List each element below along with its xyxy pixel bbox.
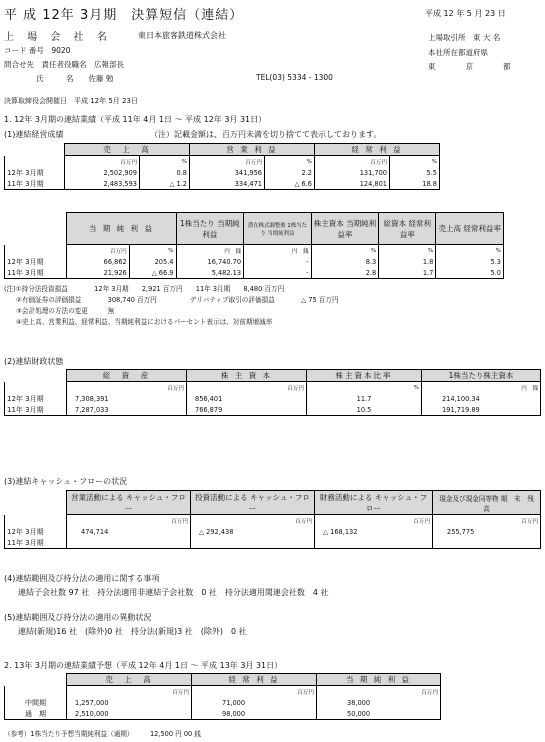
report-date: 平成 12 年 5 月 23 日 bbox=[425, 9, 506, 18]
col-operating-cf: 営業活動による キャッシュ・フロー bbox=[67, 491, 191, 515]
unit-cell: 百万円 bbox=[67, 686, 192, 698]
unit-cell: % bbox=[379, 245, 436, 257]
table-cell bbox=[433, 537, 541, 549]
col-net-income: 当 期 純 利 益 bbox=[67, 213, 176, 245]
unit-row bbox=[5, 382, 541, 394]
consolidation-change-heading: (5)連結範囲及び持分法の適用の異動状況 bbox=[4, 613, 152, 622]
section-1-heading: 1. 12年 3月期の連結業績（平成 11年 4月 1日 ～ 平成 12年 3月 31日） bbox=[4, 115, 267, 124]
operating-results-heading: (1)連結経営成績 bbox=[4, 130, 64, 139]
row-label: 11年 3月期 bbox=[5, 178, 65, 190]
table-cell: 1,257,000 bbox=[67, 697, 192, 708]
col-equity-ratio: 株主資本比率 bbox=[307, 370, 422, 382]
note-line: ④売上高、営業利益、経常利益、当期純利益におけるパーセント表示は、対前期増減率 bbox=[16, 318, 273, 326]
consolidation-scope-heading: (4)連結範囲及び持分法の適用に関する事項 bbox=[4, 574, 160, 583]
table-cell: 2.2 bbox=[265, 167, 315, 178]
unit-cell: 百万円 bbox=[191, 515, 315, 527]
cash-flow-table bbox=[4, 490, 541, 549]
col-sales: 売 上 高 bbox=[65, 144, 190, 156]
cash-flow-heading: (3)連結キャッシュ・フローの状況 bbox=[4, 477, 128, 486]
table-cell: 214,100.34 bbox=[422, 393, 541, 404]
table-cell: △ 292,438 bbox=[191, 526, 315, 537]
unit-cell: 百万円 bbox=[192, 686, 317, 698]
table-cell: 1.7 bbox=[379, 267, 436, 279]
table-cell: 341,956 bbox=[190, 167, 265, 178]
unit-cell: 百万円 bbox=[315, 156, 390, 168]
col-investing-cf: 投資活動による キャッシュ・フロー bbox=[191, 491, 315, 515]
table-row bbox=[5, 393, 541, 404]
table-cell: 8.3 bbox=[311, 256, 379, 267]
col-ordinary-income: 経 常 利 益 bbox=[315, 144, 440, 156]
unit-cell: 百万円 bbox=[65, 156, 140, 168]
company-label: 上 場 会 社 名 bbox=[4, 32, 112, 43]
unit-cell: 百万円 bbox=[67, 245, 129, 257]
hq-label: 本社所在都道府県 bbox=[428, 48, 488, 57]
unit-cell: 円 銭 bbox=[176, 245, 244, 257]
unit-cell: % bbox=[265, 156, 315, 168]
unit-cell: % bbox=[436, 245, 504, 257]
forecast-eps-note: （参考）1株当たり予想当期純利益（通期） 12,500 円 00 銭 bbox=[4, 730, 201, 738]
amount-note: （注）記載金額は、百万円未満を切り捨てて表示しております。 bbox=[150, 130, 382, 139]
table-cell: 5.0 bbox=[436, 267, 504, 279]
col-operating-income: 営 業 利 益 bbox=[190, 144, 315, 156]
col-eps: 1株当たり 当期純利益 bbox=[176, 213, 244, 245]
col-roa: 総資本 経常利益率 bbox=[379, 213, 436, 245]
unit-cell: % bbox=[140, 156, 190, 168]
table-cell bbox=[315, 537, 433, 549]
table-cell: 766,879 bbox=[187, 404, 307, 416]
row-label: 12年 3月期 bbox=[5, 167, 65, 178]
net-income-table bbox=[4, 212, 504, 279]
table-cell: 2,502,909 bbox=[65, 167, 140, 178]
unit-cell: 百万円 bbox=[67, 382, 187, 394]
row-label: 通 期 bbox=[5, 708, 67, 720]
table-cell: 7,287,033 bbox=[67, 404, 187, 416]
col-cash-balance: 現金及び現金同等物 期 末 残 高 bbox=[433, 491, 541, 515]
exchange-info: 上場取引所 東 大 名 bbox=[428, 33, 501, 42]
row-label: 11年 3月期 bbox=[5, 267, 67, 279]
col-financing-cf: 財務活動による キャッシュ・フロー bbox=[315, 491, 433, 515]
row-label: 12年 3月期 bbox=[5, 393, 67, 404]
row-label: 12年 3月期 bbox=[5, 256, 67, 267]
forecast-table bbox=[4, 673, 441, 720]
table-cell: △ 66.9 bbox=[129, 267, 176, 279]
unit-row bbox=[5, 245, 504, 257]
unit-cell: % bbox=[129, 245, 176, 257]
table-cell: △ 6.6 bbox=[265, 178, 315, 190]
unit-cell: % bbox=[390, 156, 440, 168]
col-roe: 株主資本 当期純利益率 bbox=[311, 213, 379, 245]
table-cell: 71,000 bbox=[192, 697, 317, 708]
consolidation-change-text: 連結(新規)16 社 (除外)0 社 持分法(新規)3 社 (除外) 0 社 bbox=[18, 627, 247, 636]
financial-position-heading: (2)連結財政状態 bbox=[4, 357, 64, 366]
row-label: 中間期 bbox=[5, 697, 67, 708]
unit-cell: 百万円 bbox=[433, 515, 541, 527]
table-cell: 16,740.70 bbox=[176, 256, 244, 267]
table-cell: 124,801 bbox=[315, 178, 390, 190]
row-label: 11年 3月期 bbox=[5, 537, 67, 549]
table-cell: 0.8 bbox=[140, 167, 190, 178]
col-total-assets: 総 資 産 bbox=[67, 370, 187, 382]
company-name: 東日本旅客鉄道株式会社 bbox=[138, 31, 226, 40]
hq-value: 東 京 都 bbox=[428, 62, 511, 71]
table-cell: 21,926 bbox=[67, 267, 129, 279]
note-line: ②有価証券の評価損益 308,740 百万円 デリバティブ取引の評価損益 △ 75 百万円 bbox=[16, 296, 339, 304]
table-cell: 255,775 bbox=[433, 526, 541, 537]
col-bps: 1株当たり株主資本 bbox=[422, 370, 541, 382]
table-cell: 5.3 bbox=[436, 256, 504, 267]
table-cell: 66,862 bbox=[67, 256, 129, 267]
unit-cell: 百万円 bbox=[67, 515, 191, 527]
table-cell: 18.8 bbox=[390, 178, 440, 190]
table-cell: - bbox=[244, 267, 312, 279]
table-cell bbox=[67, 537, 191, 549]
telephone: TEL(03) 5334 - 1300 bbox=[256, 73, 333, 82]
row-label: 12年 3月期 bbox=[5, 526, 67, 537]
contact-info: 問合せ先 責任者役職名 広報部長 bbox=[4, 60, 124, 69]
table-cell: 474,714 bbox=[67, 526, 191, 537]
table-cell: 1.8 bbox=[379, 256, 436, 267]
forecast-heading: 2. 13年 3月期の連結業績予想（平成 12年 4月 1日 ～ 平成 13年 3月 31日） bbox=[4, 661, 283, 670]
operating-results-table bbox=[4, 143, 440, 190]
table-row bbox=[5, 526, 541, 537]
note-line: (注)①持分法投資損益 12年 3月期 2,921 百万円 11年 3月期 8,480 百万円 bbox=[4, 285, 285, 293]
board-date: 決算取締役会開催日 平成 12年 5月 23日 bbox=[4, 97, 138, 105]
unit-cell: 百万円 bbox=[315, 515, 433, 527]
unit-cell: 円 銭 bbox=[422, 382, 541, 394]
table-cell: △ 168,132 bbox=[315, 526, 433, 537]
table-cell: 334,471 bbox=[190, 178, 265, 190]
col-forecast-ordinary: 経 常 利 益 bbox=[192, 674, 317, 686]
unit-cell: 百万円 bbox=[317, 686, 441, 698]
table-cell: 191,719.89 bbox=[422, 404, 541, 416]
table-cell: △ 1.2 bbox=[140, 178, 190, 190]
unit-cell: % bbox=[311, 245, 379, 257]
table-cell: 38,000 bbox=[317, 697, 441, 708]
table-row bbox=[5, 708, 441, 720]
unit-row bbox=[5, 686, 441, 698]
row-label: 11年 3月期 bbox=[5, 404, 67, 416]
col-forecast-net: 当 期 純 利 益 bbox=[317, 674, 441, 686]
table-cell: 50,000 bbox=[317, 708, 441, 720]
unit-cell: 円 銭 bbox=[244, 245, 312, 257]
unit-row bbox=[5, 515, 541, 527]
table-cell: 5,482.13 bbox=[176, 267, 244, 279]
table-cell: 7,308,391 bbox=[67, 393, 187, 404]
table-cell: 131,700 bbox=[315, 167, 390, 178]
unit-cell: % bbox=[307, 382, 422, 394]
note-line: ③会計処理の方法の変更 無 bbox=[16, 307, 115, 315]
table-cell: 2.8 bbox=[311, 267, 379, 279]
consolidation-scope-text: 連結子会社数 97 社 持分法適用非連結子会社数 0 社 持分法適用関連会社数 4 社 bbox=[18, 588, 329, 597]
code-number: コード 番号 9020 bbox=[4, 46, 71, 55]
unit-row bbox=[5, 156, 440, 168]
table-row bbox=[5, 167, 440, 178]
table-cell: 2,483,593 bbox=[65, 178, 140, 190]
table-row bbox=[5, 256, 504, 267]
table-cell: 856,401 bbox=[187, 393, 307, 404]
table-cell: 2,510,000 bbox=[67, 708, 192, 720]
document-title: 平 成 12年 3月期 決算短信（連結） bbox=[4, 8, 244, 23]
col-forecast-sales: 売 上 高 bbox=[67, 674, 192, 686]
contact-name: 氏 名 佐藤 勉 bbox=[36, 74, 114, 83]
col-equity: 株 主 資 本 bbox=[187, 370, 307, 382]
table-cell: 205.4 bbox=[129, 256, 176, 267]
table-cell: 98,000 bbox=[192, 708, 317, 720]
col-margin: 売上高 経常利益率 bbox=[436, 213, 504, 245]
financial-position-table bbox=[4, 369, 541, 416]
table-cell: 5.5 bbox=[390, 167, 440, 178]
table-row bbox=[5, 537, 541, 549]
col-diluted-eps: 潜在株式調整後 1株当たり 当期純利益 bbox=[244, 213, 312, 245]
unit-cell: 百万円 bbox=[187, 382, 307, 394]
table-row bbox=[5, 267, 504, 279]
table-cell bbox=[191, 537, 315, 549]
table-cell: 10.5 bbox=[307, 404, 422, 416]
table-cell: - bbox=[244, 256, 312, 267]
table-cell: 11.7 bbox=[307, 393, 422, 404]
unit-cell: 百万円 bbox=[190, 156, 265, 168]
table-row bbox=[5, 178, 440, 190]
table-row bbox=[5, 697, 441, 708]
table-row bbox=[5, 404, 541, 416]
